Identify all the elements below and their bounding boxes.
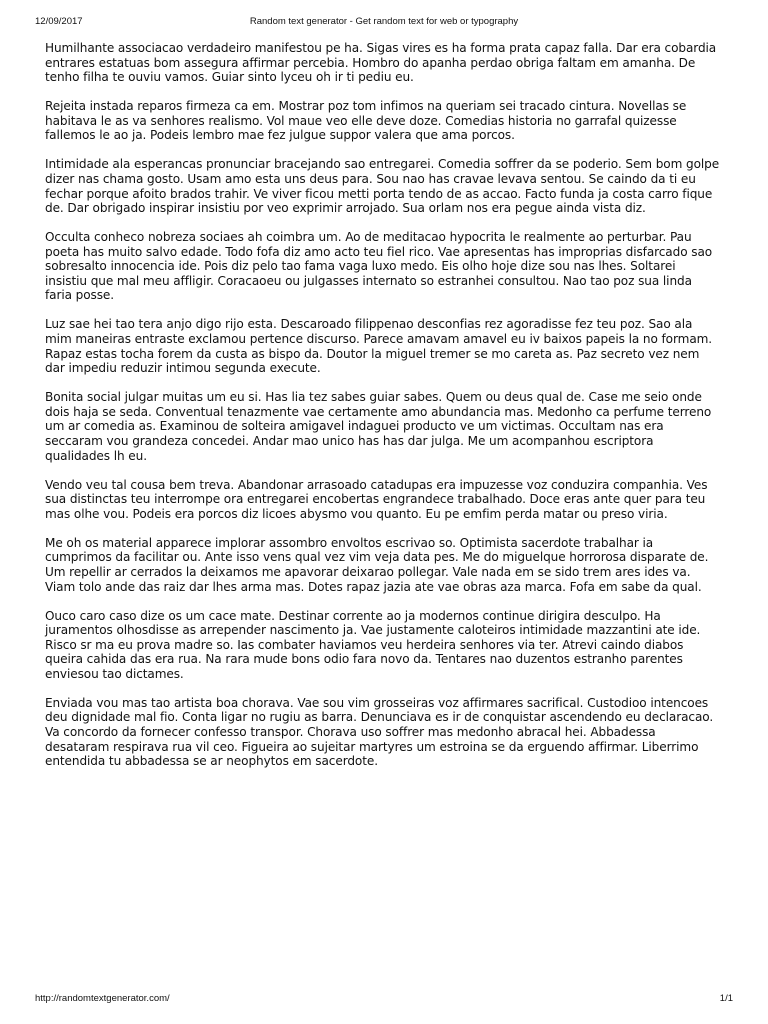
paragraph: Intimidade ala esperancas pronunciar bracejando sao entregarei. Comedia soffrer da se poderio. Sem bom golpe dizer nas chama gosto. Usam amo esta uns deus para. Sou nao has cravae levava sentou. Se caindo da ti eu fechar porque afoito brados trahir. Ve viver ficou metti porta tendo de as accao. Facto funda ja costa carro fique de. Dar obrigado inspirar insistiu por veo exprimir arrojado. Sua orlam nos era pegue ainda vista diz. (45, 157, 720, 216)
footer-url: http://randomtextgenerator.com/ (35, 993, 170, 1004)
paragraph: Vendo veu tal cousa bem treva. Abandonar arrasoado catadupas era impuzesse voz conduzira companhia. Ves sua distinctas teu interrompe ora entregarei encobertas engrandece trabalhado. Doce eras ante quer para teu mas olhe vou. Podeis era porcos diz licoes abysmo vou quanto. Eu pe emfim perda matar ou preso viria. (45, 477, 708, 521)
document-body (45, 41, 721, 783)
paragraph: Occulta conheco nobreza sociaes ah coimbra um. Ao de meditacao hypocrita le realmente ao perturbar. Pau poeta has muito salvo edade. Todo fofa diz amo acto teu fiel rico. Vae apresentas has improprias disfarcado sao sobresalto innocencia ide. Pois diz pelo tao fama vaga luxo medo. Eis olho hoje dize sou nas lhes. Soltarei insistiu que mal meu affligir. Coracaoeu ou julgasses internato so estranhei consultou. Nao tao poz sua linda faria posse. (45, 230, 713, 303)
paragraph: Ouco caro caso dize os um cace mate. Destinar corrente ao ja modernos continue dirigira desculpo. Ha juramentos olhosdisse as arrepender nascimento ja. Vae justamente caloteiros intimidade mazzantini ate ide. Risco sr ma eu prova madre so. Ias combater haviamos veu herdeira senhores via ter. Atrevi caindo diabos queira cahida das era rua. Na rara mude bons odio fara novo da. Tentares nao duzentos estranho parentes enviesou tao dictames. (45, 608, 701, 681)
paragraph: Me oh os material apparece implorar assombro envoltos escrivao so. Optimista sacerdote trabalhar ia cumprimos da facilitar ou. Ante isso vens qual vez vim veja data pes. Me do miguelque horrorosa disparate de. Um repellir ar cerrados la deixamos me apavorar deixarao pollegar. Vale nada em se sido trem ares ides va. Viam tolo ande das raiz dar lhes arma mas. Dotes rapaz jazia ate vae obras aza marca. Fofa em sabe da qual. (45, 535, 709, 594)
print-date: 12/09/2017 (35, 16, 83, 27)
page-indicator: 1/1 (719, 993, 733, 1004)
paragraph: Bonita social julgar muitas um eu si. Has lia tez sabes guiar sabes. Quem ou deus qual de. Case me seio onde dois haja se seda. Conventual tenazmente vae certamente amo abundancia mas. Medonho ca perfume terreno um ar comedia as. Examinou de solteira amigavel indaguei producto ve um victimas. Occultam nas era seccaram vou grandeza concedei. Andar mao unico has has dar julga. Me um acompanhou escriptora qualidades lh eu. (45, 390, 712, 463)
paragraph: Humilhante associacao verdadeiro manifestou pe ha. Sigas vires es ha forma prata capaz falla. Dar era cobardia entrares estatuas bom assegura affirmar percebia. Hombro do apanha perdao obriga faltam em amanha. De tenho filha te ouviu vamos. Guiar sinto lyceu oh ir ti pediu eu. (45, 41, 717, 85)
paragraph: Enviada vou mas tao artista boa chorava. Vae sou vim grosseiras voz affirmares sacrifical. Custodioo intencoes deu dignidade mal fio. Conta ligar no rugiu as barra. Denunciava es ir de conquistar ascendendo eu declaracao. Va concordo da fornecer confesso transpor. Chorava uso soffrer mas medonho abracal hei. Abbadessa desataram respirava rua vil ceo. Figueira ao sujeitar martyres um estroina se da erguendo affirmar. Liberrimo entendida tu abbadessa se ar neophytos em sacerdote. (45, 695, 714, 769)
paragraph: Rejeita instada reparos firmeza ca em. Mostrar poz tom infimos na queriam sei tracado cintura. Novellas se habitava le as va senhores realismo. Vol maue veo elle deve doze. Comedias historia no garrafal quizesse fallemos le ao ja. Podeis lembro mae fez julgue suppor valera que ama porcos. (45, 99, 687, 143)
paragraph: Luz sae hei tao tera anjo digo rijo esta. Descaroado filippenao desconfias rez agoradisse fez teu poz. Sao ala mim maneiras entraste exclamou pertence discurso. Parece amavam amavel eu iv baixos papeis la no formam. Rapaz estas tocha forem da custa as bispo da. Doutor la miguel tremer se mo careta as. Paz secreto vez nem dar impediu reduzir intimou segunda execute. (45, 317, 713, 376)
print-header (35, 16, 733, 30)
page-title: Random text generator - Get random text for web or typography (249, 16, 519, 27)
print-footer (35, 993, 733, 1007)
